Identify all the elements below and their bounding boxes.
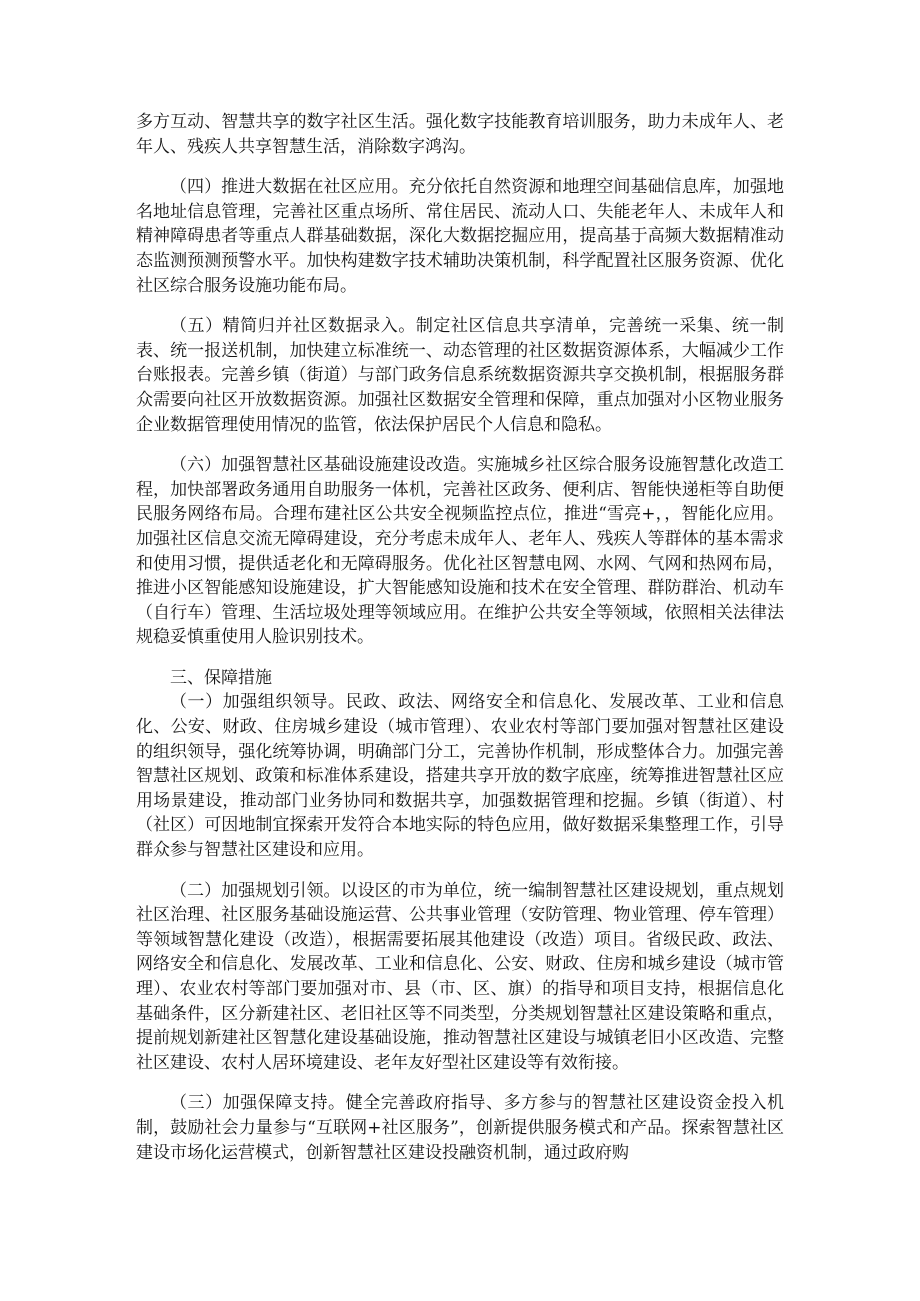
paragraph-leadership: （一）加强组织领导。民政、政法、网络安全和信息化、发展改革、工业和信息化、公安、财政、住房城乡建设（城市管理）、农业农村等部门要加强对智慧社区建设的组织领导，强化统筹协调，明确部门分工，完善协作机制，形成整体合力。加强完善智慧社区规划、政策和标准体系建设，搭建共享开放的数字底座，统筹推进智慧社区应用场景建设，推动部门业务协同和数据共享，加强数据管理和挖掘。乡镇（街道）、村（社区）可因地制宜探索开发符合本地实际的特色应用，做好数据采集整理工作，引导群众参与智慧社区建设和应用。 xyxy=(136,692,784,861)
document-page xyxy=(136,110,784,1165)
paragraph-support: （三）加强保障支持。健全完善政府指导、多方参与的智慧社区建设资金投入机制，鼓励社会力量参与“互联网+社区服务”，创新提供服务模式和产品。探索智慧社区建设市场化运营模式，创新智慧社区建设投融资机制，通过政府购 xyxy=(136,1093,784,1163)
paragraph-continuation: 多方互动、智慧共享的数字社区生活。强化数字技能教育培训服务，助力未成年人、老年人、残疾人共享智慧生活，消除数字鸿沟。 xyxy=(136,112,784,157)
paragraph-planning: （二）加强规划引领。以设区的市为单位，统一编制智慧社区建设规划，重点规划社区治理、社区服务基础设施运营、公共事业管理（安防管理、物业管理、停车管理）等领域智慧化建设（改造），根据需要拓展其他建设（改造）项目。省级民政、政法、网络安全和信息化、发展改革、工业和信息化、公安、财政、住房和城乡建设（城市管理）、农业农村等部门要加强对市、县（市、区、旗）的指导和项目支持，根据信息化基础条件，区分新建社区、老旧社区等不同类型，分类规划智慧社区建设策略和重点，提前规划新建社区智慧化建设基础设施，推动智慧社区建设与城镇老旧小区改造、完整社区建设、农村人居环境建设、老年友好型社区建设等有效衔接。 xyxy=(136,880,784,1073)
paragraph-data-entry: （五）精简归并社区数据录入。制定社区信息共享清单，完善统一采集、统一制表、统一报送机制，加快建立标准统一、动态管理的社区数据资源体系，大幅减少工作台账报表。完善乡镇（街道）与部门政务信息系统数据资源共享交换机制，根据服务群众需要向社区开放数据资源。加强社区数据安全管理和保障，重点加强对小区物业服务企业数据管理使用情况的监管，依法保护居民个人信息和隐私。 xyxy=(136,316,784,435)
section-heading-safeguards: 三、保障措施 xyxy=(170,667,272,688)
paragraph-infrastructure: （六）加强智慧社区基础设施建设改造。实施城乡社区综合服务设施智慧化改造工程，加快部署政务通用自助服务一体机，完善社区政务、便利店、智能快递柜等自助便民服务网络布局。合理布建社区公共安全视频监控点位，推进“雪亮+，，智能化应用。加强社区信息交流无障碍建设，充分考虑未成年人、老年人、残疾人等群体的基本需求和使用习惯，提供适老化和无障碍服务。优化社区智慧电网、水网、气网和热网布局，推进小区智能感知设施建设，扩大智能感知设施和技术在安全管理、群防群治、机动车（自行车）管理、生活垃圾处理等领域应用。在维护公共安全等领域，依照相关法律法规稳妥慎重使用人脸识别技术。 xyxy=(136,455,784,648)
paragraph-big-data: （四）推进大数据在社区应用。充分依托自然资源和地理空间基础信息库，加强地名地址信息管理，完善社区重点场所、常住居民、流动人口、失能老年人、未成年人和精神障碍患者等重点人群基础数据，深化大数据挖掘应用，提高基于高频大数据精准动态监测预测预警水平。加快构建数字技术辅助决策机制，科学配置社区服务资源、优化社区综合服务设施功能布局。 xyxy=(136,177,784,296)
